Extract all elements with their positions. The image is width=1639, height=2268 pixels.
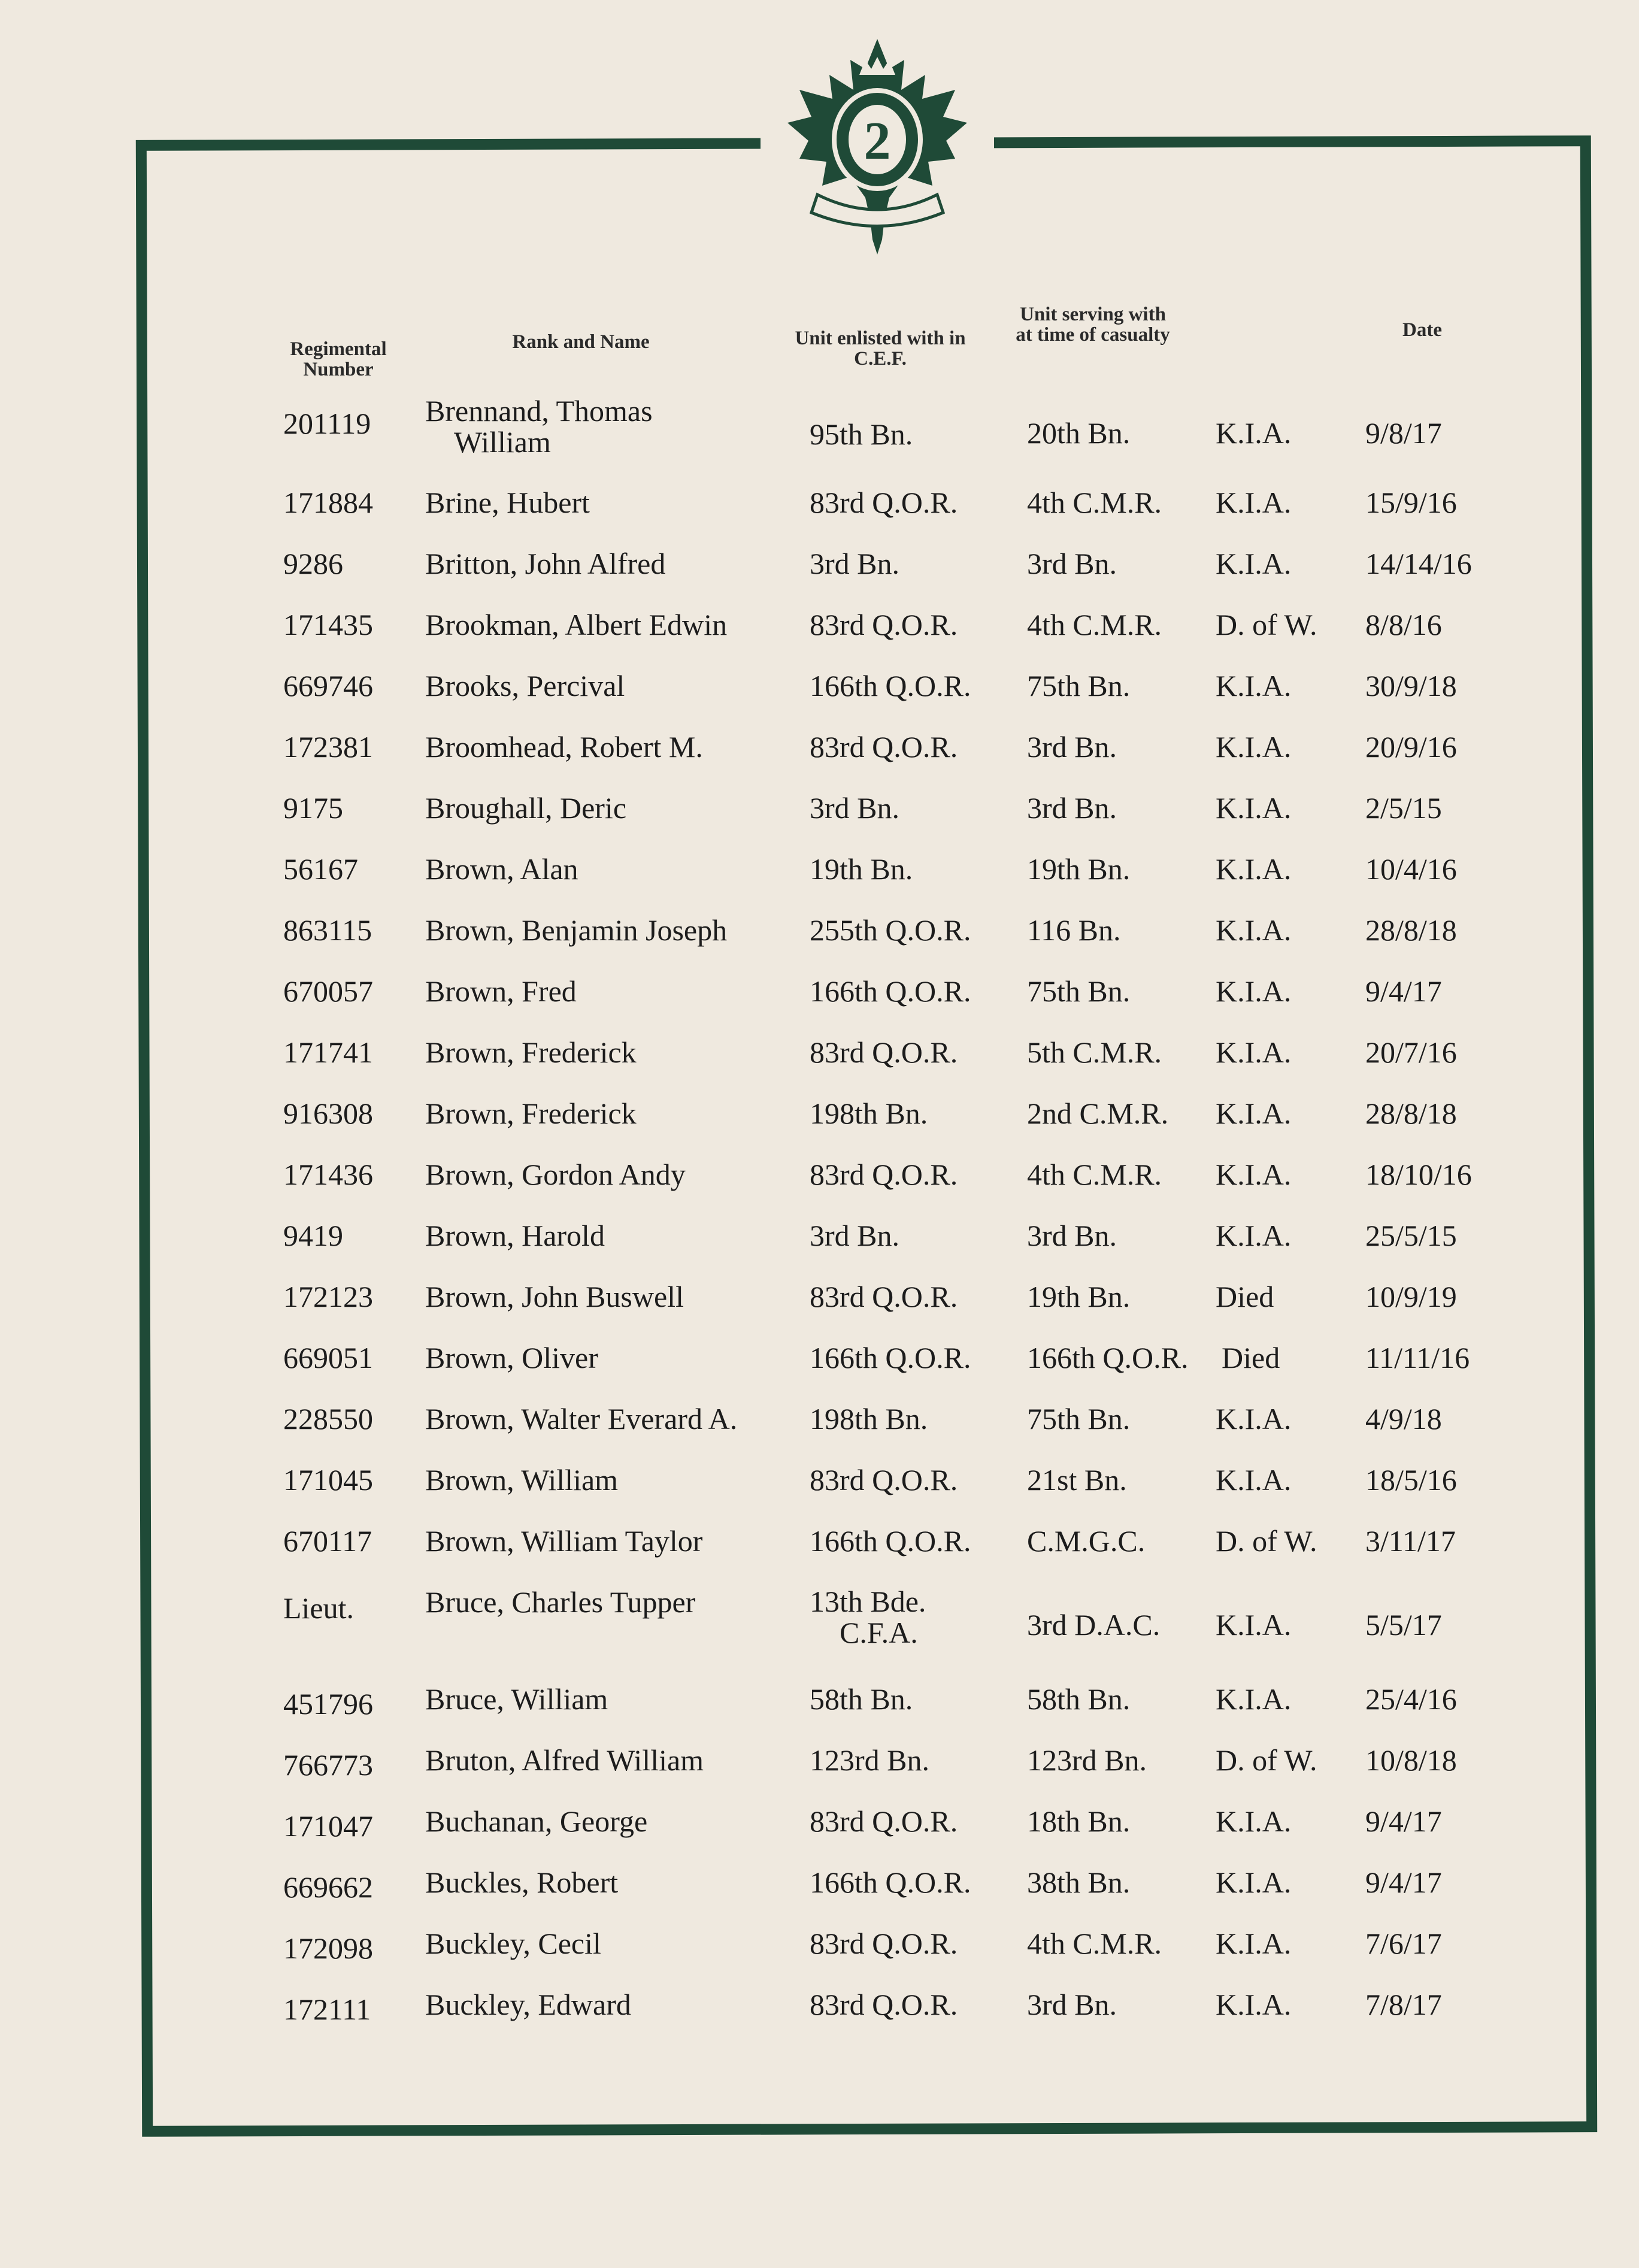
casualty-date: 25/5/15	[1365, 1219, 1457, 1252]
casualty-date: 11/11/16	[1365, 1341, 1470, 1374]
unit-serving: 166th Q.O.R.	[1027, 1341, 1189, 1374]
regimental-number: 451796	[283, 1687, 373, 1721]
unit-serving: 2nd C.M.R.	[1027, 1097, 1169, 1130]
unit-enlisted: 83rd Q.O.R.	[810, 1804, 958, 1838]
table-row	[0, 914, 1639, 971]
header-date: Date	[1402, 319, 1442, 341]
rank-and-name: Brown, Oliver	[425, 1341, 598, 1374]
regimental-number: 669051	[283, 1341, 373, 1374]
casualty-date: 4/9/18	[1365, 1402, 1442, 1436]
casualty-type: K.I.A.	[1216, 852, 1292, 886]
header-unit-enlisted: Unit enlisted with in C.E.F.	[795, 328, 966, 370]
unit-enlisted: 198th Bn.	[810, 1402, 928, 1436]
unit-serving: 18th Bn.	[1027, 1804, 1131, 1838]
rank-and-name: Brooks, Percival	[425, 669, 625, 702]
casualty-date: 10/9/19	[1365, 1280, 1457, 1313]
table-row	[0, 1464, 1639, 1521]
casualty-type: Died	[1216, 1280, 1274, 1313]
rank-and-name: Buckley, Cecil	[425, 1927, 601, 1960]
regimental-number: 9175	[283, 791, 343, 825]
unit-serving: 3rd Bn.	[1027, 791, 1117, 825]
rank-and-name: Brown, William	[425, 1463, 619, 1497]
casualty-type: D. of W.	[1216, 1524, 1317, 1558]
rank-and-name: Brown, William Taylor	[425, 1524, 703, 1558]
casualty-date: 15/9/16	[1365, 486, 1457, 519]
casualty-type: K.I.A.	[1216, 486, 1292, 519]
maple-leaf-crest-icon	[775, 33, 979, 261]
regimental-number: 56167	[283, 852, 358, 886]
casualty-type: K.I.A.	[1216, 1988, 1292, 2021]
rank-and-name: Brown, Gordon Andy	[425, 1158, 686, 1191]
unit-enlisted: 83rd Q.O.R.	[810, 1280, 958, 1313]
rank-and-name: Britton, John Alfred	[425, 547, 666, 580]
badge-numeral: 2	[864, 111, 891, 171]
casualty-date: 10/4/16	[1365, 852, 1457, 886]
table-row	[0, 975, 1639, 1032]
regimental-number: 171436	[283, 1158, 373, 1191]
table-row	[0, 1097, 1639, 1155]
casualty-date: 18/10/16	[1365, 1158, 1472, 1191]
unit-enlisted: 123rd Bn.	[810, 1743, 929, 1777]
casualty-type: K.I.A.	[1216, 547, 1292, 580]
rank-and-name: Buchanan, George	[425, 1804, 648, 1838]
unit-serving: 58th Bn.	[1027, 1682, 1131, 1716]
unit-serving: 4th C.M.R.	[1027, 1927, 1162, 1960]
casualty-type: K.I.A.	[1216, 1682, 1292, 1716]
rank-and-name: Brown, Frederick	[425, 1097, 637, 1130]
casualty-date: 7/8/17	[1365, 1988, 1442, 2021]
header-unit-serving: Unit serving with at time of casualty	[1016, 304, 1170, 346]
casualty-type: K.I.A.	[1216, 1866, 1292, 1899]
casualty-date: 2/5/15	[1365, 791, 1442, 825]
unit-enlisted: 166th Q.O.R.	[810, 974, 971, 1008]
unit-enlisted: 166th Q.O.R.	[810, 1341, 971, 1374]
rank-and-name: Buckley, Edward	[425, 1988, 631, 2021]
unit-serving: 20th Bn.	[1027, 416, 1131, 450]
unit-serving: 21st Bn.	[1027, 1463, 1127, 1497]
rank-and-name: Brown, Walter Everard A.	[425, 1402, 738, 1436]
table-row	[0, 395, 1639, 467]
table-row	[0, 1683, 1639, 1740]
unit-enlisted: 83rd Q.O.R.	[810, 608, 958, 641]
table-row	[0, 1403, 1639, 1460]
unit-serving: 4th C.M.R.	[1027, 486, 1162, 519]
casualty-date: 9/4/17	[1365, 1804, 1442, 1838]
casualty-type: K.I.A.	[1216, 669, 1292, 702]
casualty-date: 28/8/18	[1365, 913, 1457, 947]
rank-and-name: Brown, Alan	[425, 852, 578, 886]
table-row	[0, 1866, 1639, 1924]
table-row	[0, 853, 1639, 910]
regimental-number: 171741	[283, 1035, 373, 1069]
unit-serving: 116 Bn.	[1027, 913, 1121, 947]
regimental-number: 171884	[283, 486, 373, 519]
unit-serving: 3rd Bn.	[1027, 1988, 1117, 2021]
unit-enlisted: 19th Bn.	[810, 852, 913, 886]
casualty-type: K.I.A.	[1216, 974, 1292, 1008]
casualty-type: K.I.A.	[1216, 1804, 1292, 1838]
regimental-number: 171047	[283, 1809, 373, 1843]
rank-and-name: Brown, Harold	[425, 1219, 605, 1252]
unit-enlisted: 83rd Q.O.R.	[810, 1988, 958, 2021]
casualty-type: K.I.A.	[1216, 416, 1292, 450]
casualty-date: 30/9/18	[1365, 669, 1457, 702]
table-row	[0, 486, 1639, 544]
casualty-type: K.I.A.	[1216, 1097, 1292, 1130]
regimental-number: 201119	[283, 407, 371, 440]
casualty-type: D. of W.	[1216, 608, 1317, 641]
casualty-date: 14/14/16	[1365, 547, 1472, 580]
table-row	[0, 1988, 1639, 2046]
regimental-number: 9419	[283, 1219, 343, 1252]
header-rank-and-name: Rank and Name	[512, 331, 650, 353]
unit-enlisted: 83rd Q.O.R.	[810, 1158, 958, 1191]
casualty-date: 7/6/17	[1365, 1927, 1442, 1960]
table-row	[0, 792, 1639, 849]
table-row	[0, 1927, 1639, 1985]
regimental-badge	[761, 33, 994, 261]
casualty-date: 9/4/17	[1365, 974, 1442, 1008]
unit-serving: 3rd D.A.C.	[1027, 1608, 1161, 1642]
regimental-number: 171435	[283, 608, 373, 641]
unit-serving: 5th C.M.R.	[1027, 1035, 1162, 1069]
regimental-number: Lieut.	[283, 1591, 355, 1625]
unit-serving: C.M.G.C.	[1027, 1524, 1146, 1558]
enlisted-line-2: C.F.A.	[840, 1616, 918, 1649]
regimental-number: 916308	[283, 1097, 373, 1130]
casualty-type: K.I.A.	[1216, 791, 1292, 825]
regimental-number: 172111	[283, 1993, 371, 2026]
regimental-number: 172098	[283, 1931, 373, 1965]
unit-enlisted: 166th Q.O.R.	[810, 1524, 971, 1558]
casualty-date: 20/7/16	[1365, 1035, 1457, 1069]
casualty-date: 20/9/16	[1365, 730, 1457, 764]
casualty-type: K.I.A.	[1216, 1219, 1292, 1252]
casualty-type: D. of W.	[1216, 1743, 1317, 1777]
rank-and-name: Broughall, Deric	[425, 791, 627, 825]
casualty-type: K.I.A.	[1216, 1402, 1292, 1436]
unit-enlisted: 3rd Bn.	[810, 1219, 899, 1252]
table-row	[0, 1525, 1639, 1582]
unit-enlisted: 166th Q.O.R.	[810, 669, 971, 702]
table-row	[0, 731, 1639, 788]
table-row	[0, 1805, 1639, 1863]
unit-serving: 75th Bn.	[1027, 974, 1131, 1008]
rank-and-name: Brown, Benjamin Joseph	[425, 913, 728, 947]
unit-serving: 123rd Bn.	[1027, 1743, 1147, 1777]
casualty-type: K.I.A.	[1216, 1927, 1292, 1960]
casualty-type: K.I.A.	[1216, 1035, 1292, 1069]
casualty-type: K.I.A.	[1216, 730, 1292, 764]
unit-enlisted: 255th Q.O.R.	[810, 913, 971, 947]
unit-enlisted: 83rd Q.O.R.	[810, 1035, 958, 1069]
casualty-date: 28/8/18	[1365, 1097, 1457, 1130]
unit-serving: 4th C.M.R.	[1027, 1158, 1162, 1191]
regimental-number: 669662	[283, 1870, 373, 1904]
casualty-type: K.I.A.	[1216, 1608, 1292, 1642]
name-line-2: William	[454, 425, 551, 459]
enlisted-line-1: 13th Bde.	[810, 1585, 926, 1618]
unit-enlisted: 58th Bn.	[810, 1682, 913, 1716]
name-line-1: Brennand, Thomas	[425, 394, 653, 428]
casualty-date: 8/8/16	[1365, 608, 1442, 641]
rank-and-name: Brookman, Albert Edwin	[425, 608, 728, 641]
casualty-date: 5/5/17	[1365, 1608, 1442, 1642]
casualty-date: 3/11/17	[1365, 1524, 1456, 1558]
unit-serving: 3rd Bn.	[1027, 730, 1117, 764]
casualty-date: 10/8/18	[1365, 1743, 1457, 1777]
regimental-number: 863115	[283, 913, 372, 947]
table-row	[0, 1744, 1639, 1801]
table-row	[0, 670, 1639, 727]
casualty-date: 18/5/16	[1365, 1463, 1457, 1497]
unit-enlisted: 83rd Q.O.R.	[810, 1927, 958, 1960]
unit-serving: 38th Bn.	[1027, 1866, 1131, 1899]
table-row	[0, 1280, 1639, 1338]
regimental-number: 171045	[283, 1463, 373, 1497]
unit-enlisted: 3rd Bn.	[810, 791, 899, 825]
regimental-number: 670057	[283, 974, 373, 1008]
casualty-type: Died	[1222, 1341, 1280, 1374]
rank-and-name: Brown, Frederick	[425, 1035, 637, 1069]
casualty-date: 25/4/16	[1365, 1682, 1457, 1716]
rank-and-name: Brine, Hubert	[425, 486, 590, 519]
unit-enlisted: 83rd Q.O.R.	[810, 730, 958, 764]
unit-enlisted: 83rd Q.O.R.	[810, 486, 958, 519]
rank-and-name: Brown, John Buswell	[425, 1280, 684, 1313]
unit-enlisted	[810, 1586, 977, 1648]
unit-serving: 19th Bn.	[1027, 852, 1131, 886]
rank-and-name: Bruton, Alfred William	[425, 1743, 704, 1777]
rank-and-name: Bruce, Charles Tupper	[425, 1585, 696, 1619]
casualty-type: K.I.A.	[1216, 1158, 1292, 1191]
table-row	[0, 547, 1639, 605]
table-row	[0, 1158, 1639, 1216]
column-headers	[0, 299, 1639, 389]
regimental-number: 172381	[283, 730, 373, 764]
rank-and-name: Broomhead, Robert M.	[425, 730, 703, 764]
regimental-number: 172123	[283, 1280, 373, 1313]
unit-enlisted: 83rd Q.O.R.	[810, 1463, 958, 1497]
casualty-date: 9/8/17	[1365, 416, 1442, 450]
unit-serving: 3rd Bn.	[1027, 1219, 1117, 1252]
table-row	[0, 1586, 1639, 1664]
table-row	[0, 1036, 1639, 1094]
rank-and-name: Brown, Fred	[425, 974, 577, 1008]
casualty-type: K.I.A.	[1216, 1463, 1292, 1497]
casualty-type: K.I.A.	[1216, 913, 1292, 947]
header-regimental-number: Regimental Number	[290, 338, 387, 380]
table-row	[0, 1219, 1639, 1277]
unit-serving: 75th Bn.	[1027, 669, 1131, 702]
table-row	[0, 608, 1639, 666]
regimental-number: 669746	[283, 669, 373, 702]
unit-enlisted: 198th Bn.	[810, 1097, 928, 1130]
unit-serving: 3rd Bn.	[1027, 547, 1117, 580]
unit-serving: 19th Bn.	[1027, 1280, 1131, 1313]
rank-and-name: Buckles, Robert	[425, 1866, 619, 1899]
regimental-number: 766773	[283, 1748, 373, 1782]
rank-and-name	[425, 395, 653, 458]
table-row	[0, 1342, 1639, 1399]
regimental-number: 9286	[283, 547, 343, 580]
regimental-number: 670117	[283, 1524, 372, 1558]
rank-and-name: Bruce, William	[425, 1682, 608, 1716]
unit-enlisted: 166th Q.O.R.	[810, 1866, 971, 1899]
casualty-date: 9/4/17	[1365, 1866, 1442, 1899]
unit-enlisted: 95th Bn.	[810, 417, 913, 451]
unit-enlisted: 3rd Bn.	[810, 547, 899, 580]
unit-serving: 4th C.M.R.	[1027, 608, 1162, 641]
unit-serving: 75th Bn.	[1027, 1402, 1131, 1436]
regimental-number: 228550	[283, 1402, 373, 1436]
